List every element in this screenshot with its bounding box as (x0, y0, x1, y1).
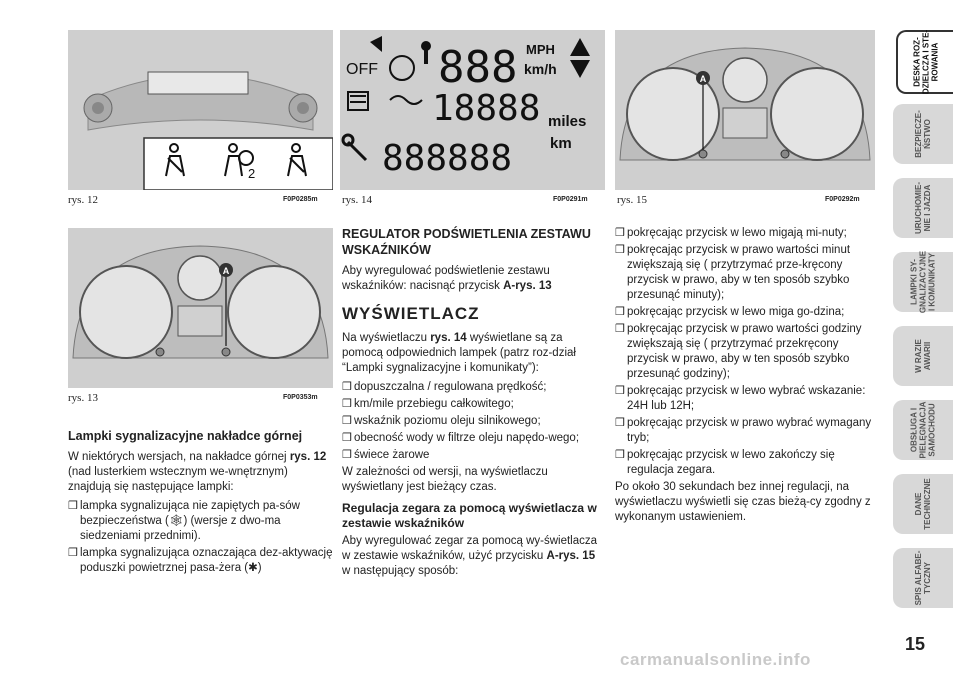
airbag-passenger-label: 2 (248, 166, 256, 181)
lcd-km-label: km (550, 135, 572, 152)
list-item: ❒ wskaźnik poziomu oleju silnikowego; (342, 415, 541, 427)
instrument-cluster-illustration (615, 30, 875, 190)
figure-ref: A-rys. 13 (503, 280, 552, 292)
list-item: ❒ pokręcając przycisk w prawo wartości minut zwiększają się ( przytrzymać prze-kręcony przycisk w prawo, aby w ten sposób szybko przesunąć minuty); (615, 244, 851, 301)
display-intro: Na wyświetlaczu rys. 14 wyświetlane są za pomocą odpowiednich lampek (patrz roz-dział “Lampki sygnalizacyjne i komunikaty”): (342, 332, 576, 374)
figure-code-rys-14: F0P0291m (553, 196, 588, 203)
figure-rys-12 (68, 30, 333, 190)
clock-final-note: Po około 30 sekundach bez innej regulacji, na wyświetlaczu wyświetli się czas bieżą-cy zgodny z wykonanym ustawieniem. (615, 481, 871, 523)
adjust-knob-icon (222, 348, 230, 356)
key-icon (421, 41, 431, 51)
list-item: ❒ km/mile przebiegu całkowitego; (342, 398, 514, 410)
lcd-display-illustration (340, 30, 605, 190)
tab-index[interactable]: SPIS ALFABE- TYCZNY (893, 548, 953, 608)
display-section-title: WYŚWIETLACZ (342, 304, 480, 323)
overhead-lamps-intro: W niektórych wersjach, na nakładce górnej rys. 12 (nad lusterkiem wstecznym we-wnętrznym) znajdują się następujące lampki: (68, 451, 327, 493)
tachometer-dial (80, 266, 172, 358)
right-column (615, 226, 877, 529)
lcd-trip-digits: 888888 (382, 138, 513, 179)
adjust-knob-icon (699, 150, 707, 158)
lcd-mph-label: MPH (526, 42, 555, 57)
caption-rys-12: rys. 12 (68, 194, 98, 206)
backlight-para: Aby wyregulować podświetlenie zestawu wskaźników: nacisnąć przycisk A-rys. 13 (342, 265, 552, 292)
figure-ref: rys. 12 (289, 451, 327, 463)
overhead-console-illustration (68, 30, 333, 190)
lcd-kmh-label: km/h (524, 61, 557, 77)
speedometer-dial (228, 266, 320, 358)
lcd-odometer-digits: 18888 (432, 88, 541, 129)
tab-maintenance[interactable]: OBSŁUGA I PIELĘGNACJA SAMOCHODU (893, 400, 953, 460)
list-item: ❒ obecność wody w filtrze oleju napędo-wego; (342, 432, 580, 444)
tab-technical-data[interactable]: DANE TECHNICZNE (893, 474, 953, 534)
list-item: ❒ pokręcając przycisk w lewo zakończy się regulacja zegara. (615, 449, 835, 476)
small-gauge (178, 256, 222, 300)
figure-code-rys-12: F0P0285m (283, 196, 318, 203)
list-item: ❒ pokręcając przycisk w lewo miga go-dzina; (615, 306, 845, 318)
lcd-miles-label: miles (548, 113, 587, 130)
backlight-heading: REGULATOR PODŚWIETLENIA ZESTAWU WSKAŹNIKÓW (342, 227, 591, 257)
lcd-speed-digits: 888 (438, 42, 518, 93)
figure-rys-13 (68, 228, 333, 388)
list-item: ❒ pokręcając przycisk w lewo wybrać wskazanie: 24H lub 12H; (615, 385, 866, 412)
figure-ref: rys. 14 (430, 332, 467, 344)
overhead-lamps-heading: Lampki sygnalizacyjne nakładce górnej (68, 429, 303, 443)
clock-adjust-para: Aby wyregulować zegar za pomocą wy-świetlacza w zestawie wskaźników, użyć przycisku A-rys. 15 w następujący sposób: (342, 535, 598, 577)
caption-rys-13: rys. 13 (68, 392, 98, 404)
list-item: ❒ lampka sygnalizująca nie zapiętych pa-sów bezpieczeństwa (🕸) (wersje z dwo-ma siedzeniami przednimi). (68, 500, 300, 542)
clock-note: W zależności od wersji, na wyświetlaczu wyświetlany jest bieżący czas. (342, 466, 548, 493)
list-item: ❒ świece żarowe (342, 449, 430, 461)
list-item: ❒ dopuszczalna / regulowana prędkość; (342, 381, 547, 393)
list-item: ❒ pokręcając przycisk w lewo migają mi-nuty; (615, 227, 847, 239)
list-item: ❒ pokręcając przycisk w prawo wybrać wymagany tryb; (615, 417, 872, 444)
lcd-off-label: OFF (346, 61, 378, 78)
small-gauge (723, 58, 767, 102)
instrument-cluster-illustration (68, 228, 333, 388)
clock-adjust-heading: Regulacja zegara za pomocą wyświetlacza w zestawie wskaźników (342, 501, 597, 530)
caption-rys-15: rys. 15 (617, 194, 647, 206)
watermark: carmanualsonline.info (620, 650, 811, 669)
marker-a-label: A (222, 266, 230, 276)
speedometer-dial (771, 68, 863, 160)
page-number: 15 (905, 634, 926, 654)
list-item: ❒ pokręcając przycisk w prawo wartości godziny zwiększają się ( przytrzymać przekręcony przycisk w prawo, aby w ten sposób szybko przesunąć godziny); (615, 323, 862, 380)
figure-code-rys-15: F0P0292m (825, 196, 860, 203)
display-window (178, 306, 222, 336)
figure-rys-15 (615, 30, 875, 190)
middle-column (342, 226, 606, 583)
tab-dashboard-controls[interactable]: DESKA ROZ- DZIELCZA I STE- ROWANIA (896, 30, 953, 94)
figure-code-rys-13: F0P0353m (283, 394, 318, 401)
display-window (723, 108, 767, 138)
tab-warning-lights[interactable]: LAMPKI SY- GNALIZACYJNE I KOMUNIKATY (893, 252, 953, 312)
tab-emergency[interactable]: W RAZIE AWARII (893, 326, 953, 386)
figure-rys-14 (340, 30, 605, 190)
marker-a-label: A (699, 74, 707, 84)
list-item: ❒ lampka sygnalizująca oznaczająca dez-aktywację poduszki powietrznej pasa-żera (✱) (68, 547, 333, 574)
caption-rys-14: rys. 14 (342, 194, 372, 206)
tab-safety[interactable]: BEZPIECZE- ŃSTWO (893, 104, 953, 164)
tab-starting-driving[interactable]: URUCHOMIE- NIE I JAZDA (893, 178, 953, 238)
left-column (68, 428, 333, 578)
figure-ref: A-rys. 15 (546, 550, 596, 562)
